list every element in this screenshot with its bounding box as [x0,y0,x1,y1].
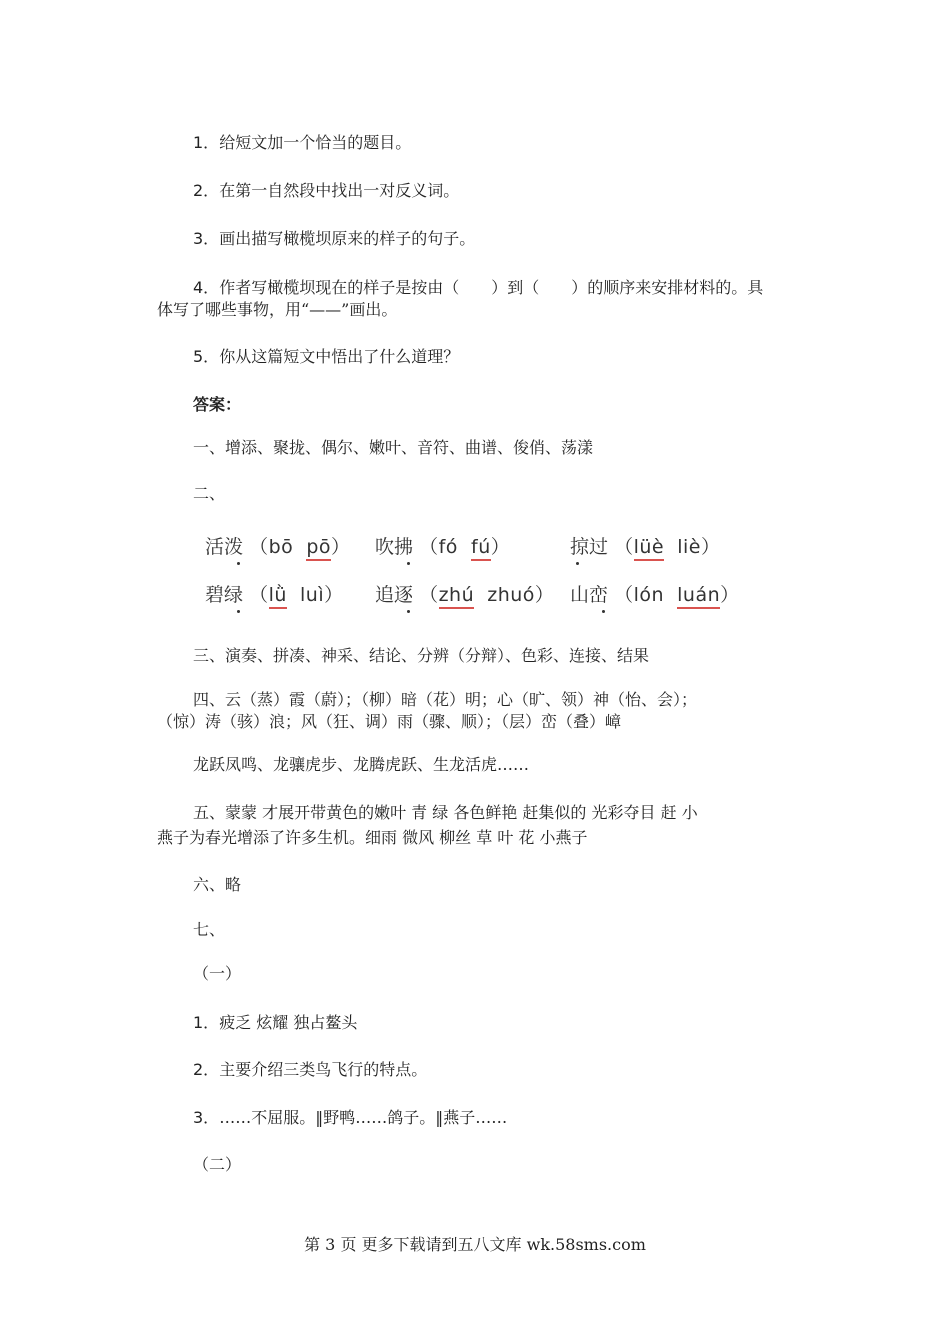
emphasis-dot [237,610,240,613]
pinyin-option: fó [438,536,458,558]
pinyin-option-correct: luán [677,584,720,609]
sub-answer-3 [193,1107,507,1129]
emphasis-dot [602,610,605,613]
sub-answer-text: ……不屈服。‖野鸭……鸽子。‖燕子…… [219,1108,508,1127]
answer-1: 一、增添、聚拢、偶尔、嫩叶、音符、曲谱、俊俏、荡漾 [193,438,594,457]
sub-answer-2 [193,1059,427,1081]
emphasis-dot [407,562,410,565]
question-5 [193,346,459,368]
question-number: 3． [193,229,220,248]
answer-5-line-2: 燕子为春光增添了许多生机。细雨 微风 柳丝 草 叶 花 小燕子 [157,828,588,847]
question-text: 画出描写橄榄坝原来的样子的句子。 [219,229,476,248]
pinyin-option-correct: lǜ [269,584,287,609]
pinyin-option-correct: zhú [439,584,475,609]
sub-answer-text: 主要介绍三类鸟飞行的特点。 [219,1060,428,1079]
answer-2-label: 二、 [193,484,226,503]
question-4-continuation: 体写了哪些事物，用“——”画出。 [157,300,398,319]
emphasis-dot [407,610,410,613]
pinyin-option: lón [633,584,665,606]
sub-answer-number: 2． [193,1060,220,1079]
question-2 [193,180,459,202]
answer-4-line-1: 四、云（蒸）霞（蔚）；（柳）暗（花）明；心（旷、领）神（怡、会）； [193,690,698,709]
sub-answer-text: 疲乏 炫耀 独占鳌头 [219,1013,358,1032]
pinyin-word: 吹拂 [375,536,414,558]
pinyin-word: 山峦 [570,584,609,606]
pinyin-word: 掠过 [570,536,609,558]
subsection-1-label: （一） [193,964,242,983]
pinyin-item: 吹拂 （fó fú） [375,532,510,559]
answer-6: 六、略 [193,875,242,894]
question-number: 4． [193,278,220,297]
emphasis-dot [237,562,240,565]
pinyin-option-correct: lüè [634,536,665,561]
answer-heading: 答案： [193,395,242,414]
sub-answer-number: 3． [193,1108,220,1127]
pinyin-item: 碧绿 （lǜ luì） [205,580,344,607]
question-text: 作者写橄榄坝现在的样子是按由（ ）到（ ）的顺序来安排材料的。具 [219,278,764,297]
pinyin-word: 活泼 [205,536,244,558]
question-text: 你从这篇短文中悟出了什么道理？ [219,347,460,366]
pinyin-item: 山峦 （lón luán） [570,580,740,607]
subsection-2-label: （二） [193,1155,242,1174]
pinyin-word: 追逐 [375,584,414,606]
answer-5-line-1: 五、蒙蒙 才展开带黄色的嫩叶 青 绿 各色鲜艳 赶集似的 光彩夺目 赶 小 [193,803,698,822]
pinyin-option: bō [268,536,294,558]
question-3 [193,228,475,250]
pinyin-word: 碧绿 [205,584,244,606]
question-1 [193,132,411,154]
emphasis-dot [576,562,579,565]
answer-3: 三、演奏、拼凑、神采、结论、分辨（分辩）、色彩、连接、结果 [193,646,650,665]
question-4 [193,277,763,299]
question-number: 2． [193,181,220,200]
pinyin-item: 追逐 （zhú zhuó） [375,580,554,607]
pinyin-option: zhuó [487,584,535,606]
pinyin-option-correct: pō [306,536,331,561]
pinyin-item: 掠过 （lüè liè） [570,532,720,559]
sub-answer-number: 1． [193,1013,220,1032]
question-text: 给短文加一个恰当的题目。 [219,133,412,152]
pinyin-option-correct: fú [471,536,491,561]
answer-4-extra: 龙跃凤鸣、龙骧虎步、龙腾虎跃、生龙活虎…… [193,755,530,774]
question-number: 1． [193,133,220,152]
sub-answer-1 [193,1012,357,1034]
page-footer: 第 3 页 更多下载请到五八文库 wk.58sms.com [304,1235,646,1254]
question-number: 5． [193,347,220,366]
pinyin-option: liè [677,536,701,558]
answer-4-line-2: （惊）涛（骇）浪；风（狂、调）雨（骤、顺）；（层）峦（叠）嶂 [157,712,622,731]
answer-7: 七、 [193,920,226,939]
question-text: 在第一自然段中找出一对反义词。 [219,181,460,200]
pinyin-item: 活泼 （bō pō） [205,532,351,559]
pinyin-option: luì [300,584,325,606]
